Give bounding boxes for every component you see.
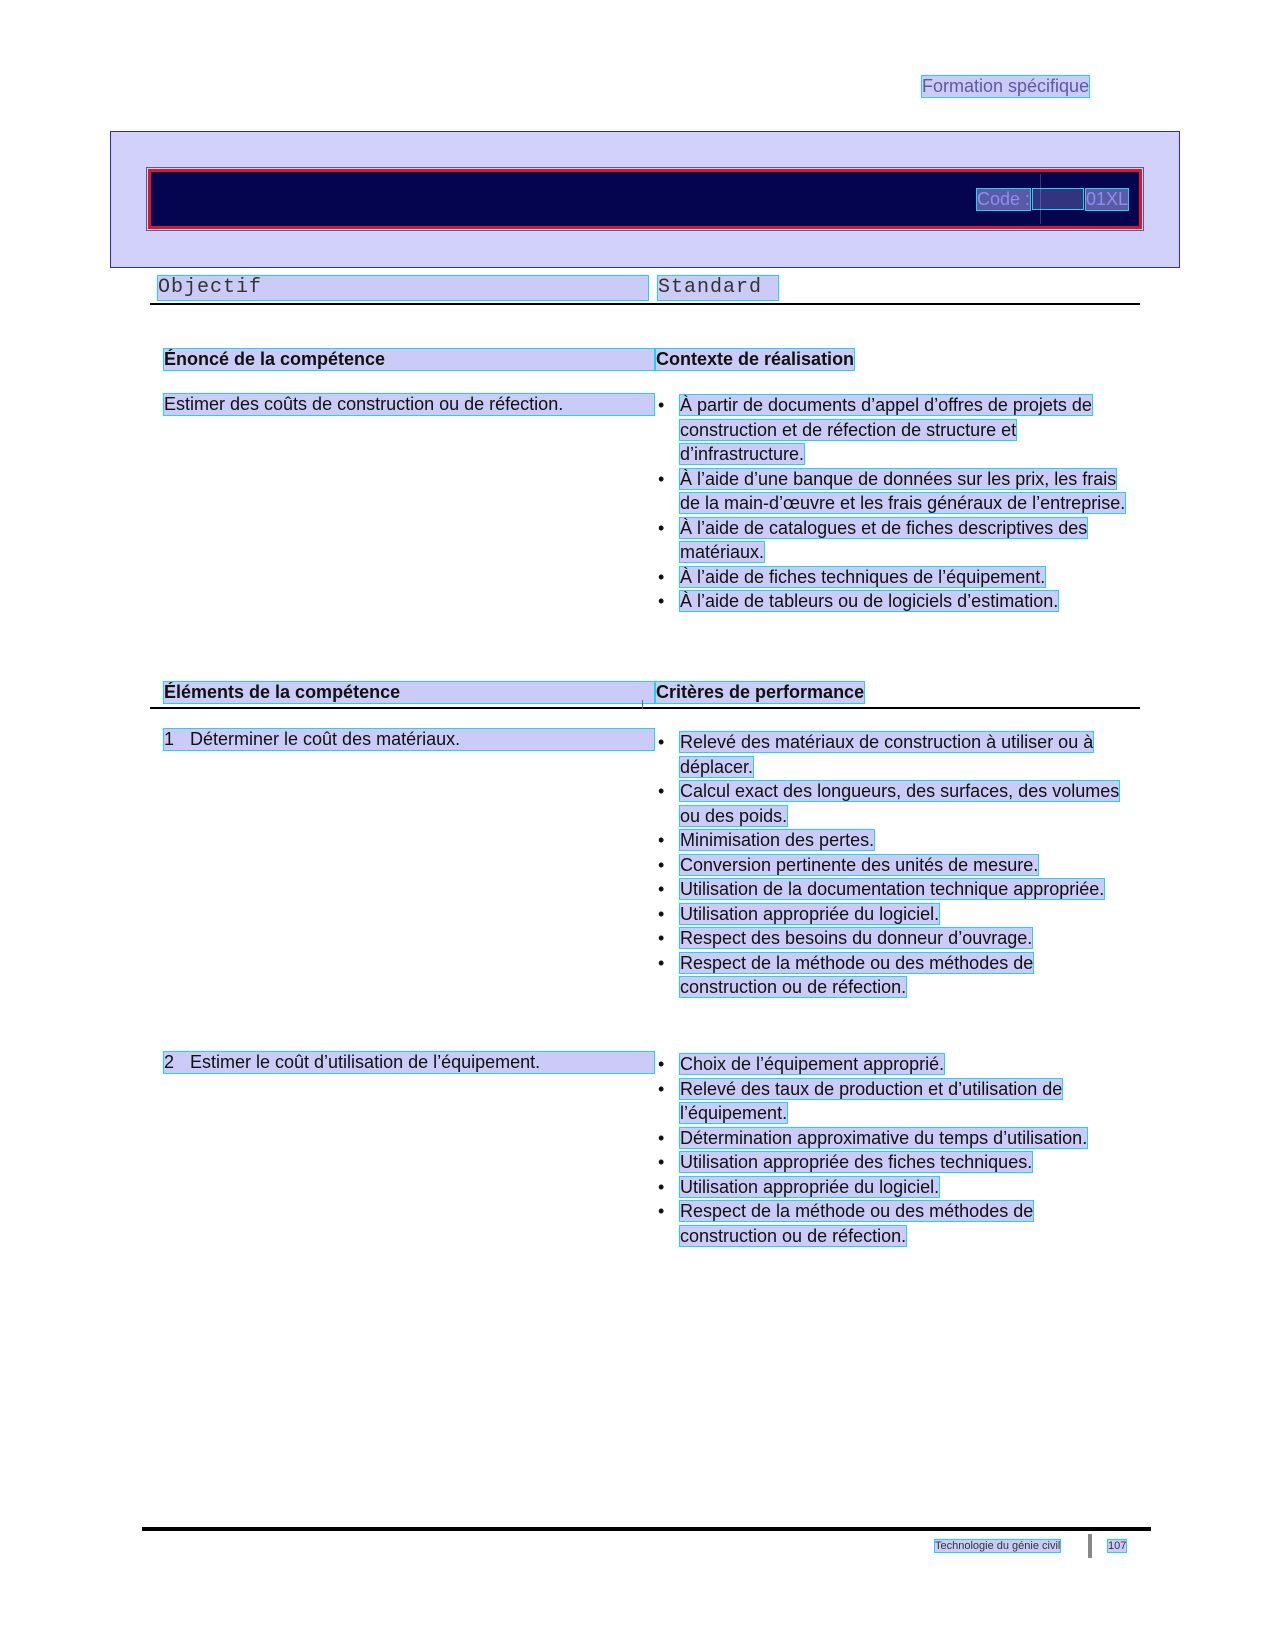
list-item <box>656 1052 1126 1077</box>
list-item-text: Respect des besoins du donneur d’ouvrage. <box>680 928 1033 948</box>
element-item <box>164 729 654 750</box>
bullet-icon: • <box>658 1127 665 1148</box>
list-item-text: Choix de l’équipement approprié. <box>680 1054 945 1074</box>
list-item <box>656 1126 1126 1151</box>
bullet-icon: • <box>658 395 665 415</box>
list-item <box>656 951 1126 1000</box>
criteres-list <box>656 1052 1126 1248</box>
element-item <box>164 1052 654 1073</box>
list-item-text: Conversion pertinente des unités de mesure. <box>680 854 1039 875</box>
criteres-heading: Critères de performance <box>656 682 865 702</box>
element-text: Estimer le coût d’utilisation de l’équipement. <box>190 1052 541 1072</box>
column-header-standard: Standard <box>658 276 778 300</box>
bullet-icon: • <box>658 1054 665 1074</box>
column-header-objectif: Objectif <box>158 276 648 300</box>
bullet-icon: • <box>658 903 665 924</box>
bullet-icon: • <box>658 952 665 973</box>
criteres-list <box>656 730 1126 1000</box>
footer-separator <box>1088 1534 1092 1558</box>
contexte-list <box>656 393 1126 614</box>
list-item-text: À partir de documents d’appel d’offres de projets de construction et de réfection de structure et d’infrastructure. <box>680 395 1092 464</box>
list-item <box>656 779 1126 828</box>
enonce-text: Estimer des coûts de construction ou de réfection. <box>164 394 654 415</box>
element-text: Déterminer le coût des matériaux. <box>190 729 461 749</box>
bullet-icon: • <box>658 1078 665 1099</box>
bullet-icon: • <box>658 879 665 899</box>
list-item <box>656 828 1126 853</box>
list-item-text: Utilisation de la documentation technique appropriée. <box>680 879 1105 899</box>
list-item-text: Relevé des taux de production et d’utilisation de l’équipement. <box>680 1078 1063 1123</box>
bullet-icon: • <box>658 781 665 801</box>
header-rule <box>150 303 1140 305</box>
enonce-heading: Énoncé de la compétence <box>164 349 654 370</box>
list-item <box>656 589 1126 614</box>
list-item <box>656 730 1126 779</box>
list-item-text: À l’aide de tableurs ou de logiciels d’estimation. <box>680 591 1059 611</box>
list-item <box>656 926 1126 951</box>
bullet-icon: • <box>658 928 665 948</box>
elements-rule <box>150 707 1140 709</box>
list-item-text: À l’aide de fiches techniques de l’équipement. <box>680 566 1046 587</box>
bullet-icon: • <box>658 566 665 587</box>
list-item-text: Détermination approximative du temps d’utilisation. <box>680 1127 1088 1148</box>
bullet-icon: • <box>658 732 665 752</box>
element-number: 2 <box>164 1052 175 1072</box>
list-item-text: Relevé des matériaux de construction à utiliser ou à déplacer. <box>680 732 1094 777</box>
column-divider-tick <box>642 700 643 709</box>
list-item-text: À l’aide de catalogues et de fiches descriptives des matériaux. <box>680 517 1088 562</box>
list-item <box>656 565 1126 590</box>
bullet-icon: • <box>658 591 665 611</box>
contexte-heading: Contexte de réalisation <box>656 349 855 369</box>
list-item <box>656 516 1126 565</box>
list-item <box>656 1150 1126 1175</box>
list-item-text: Utilisation appropriée du logiciel. <box>680 1176 940 1197</box>
list-item-text: Respect de la méthode ou des méthodes de construction ou de réfection. <box>680 952 1034 997</box>
bullet-icon: • <box>658 1176 665 1197</box>
list-item <box>656 877 1126 902</box>
list-item <box>656 1199 1126 1248</box>
bullet-icon: • <box>658 517 665 538</box>
page-number: 107 <box>1108 1540 1127 1552</box>
list-item <box>656 1175 1126 1200</box>
code-field <box>1033 189 1083 209</box>
list-item-text: Utilisation appropriée du logiciel. <box>680 903 940 924</box>
list-item <box>656 902 1126 927</box>
code-value: 01XL <box>1086 189 1129 209</box>
list-item-text: Minimisation des pertes. <box>680 830 875 850</box>
list-item <box>656 1077 1126 1126</box>
bullet-icon: • <box>658 854 665 875</box>
list-item-text: Respect de la méthode ou des méthodes de construction ou de réfection. <box>680 1201 1034 1246</box>
list-item-text: À l’aide d’une banque de données sur les prix, les frais de la main-d’œuvre et les frais généraux de l’entreprise. <box>680 468 1126 513</box>
list-item <box>656 467 1126 516</box>
element-number: 1 <box>164 729 175 749</box>
list-item-text: Calcul exact des longueurs, des surfaces, des volumes ou des poids. <box>680 781 1120 826</box>
list-item <box>656 853 1126 878</box>
bullet-icon: • <box>658 1201 665 1221</box>
bullet-icon: • <box>658 468 665 489</box>
footer-rule <box>142 1527 1151 1531</box>
list-item-text: Utilisation appropriée des fiches techniques. <box>680 1152 1033 1172</box>
section-header: Formation spécifique <box>922 76 1090 96</box>
footer-program: Technologie du génie civil <box>935 1540 1061 1552</box>
elements-heading: Éléments de la compétence <box>164 682 654 703</box>
list-item <box>656 393 1126 467</box>
bullet-icon: • <box>658 830 665 850</box>
code-label: Code : <box>977 189 1031 209</box>
bullet-icon: • <box>658 1152 665 1172</box>
